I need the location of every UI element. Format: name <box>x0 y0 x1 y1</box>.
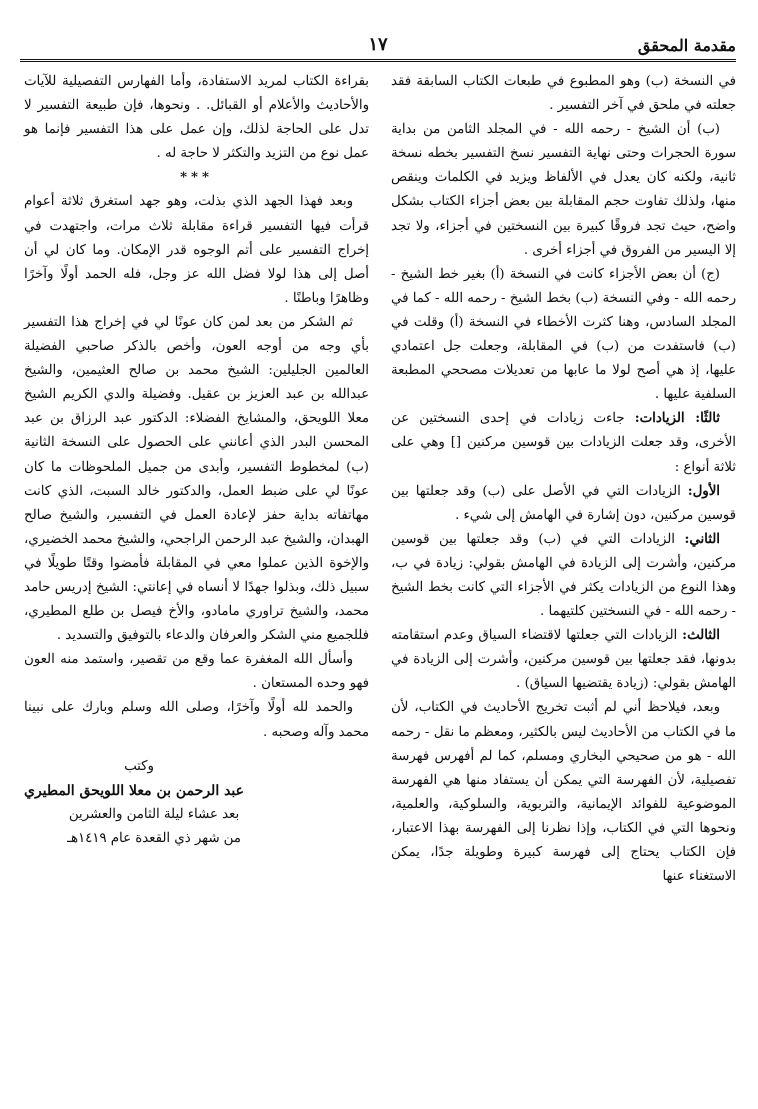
paragraph <box>391 528 736 624</box>
paragraph: والحمد لله أولًا وآخرًا، وصلى الله وسلم وبارك على نبينا محمد وآله وصحبه . <box>24 700 369 740</box>
paragraph: (ج) أن بعض الأجزاء كانت في النسخة (أ) بغير خط الشيخ - رحمه الله - وفي النسخة (ب) بخط الشيخ - رحمه الله - كما في المجلد السادس، وهنا كثرت الأخطاء في النسخة (أ) وقلت في (ب) فاستفدت من (ب) في المقابلة، وجعلت جل اعتمادي عليها، إذ هي أصح لولا ما عابها من تعديلات مصححي المطبعة السلفية عليها . <box>391 266 736 403</box>
paragraph: (ب) أن الشيخ - رحمه الله - في المجلد الثامن من بداية سورة الحجرات وحتى نهاية التفسير نسخ التفسير بخطه نسخة ثانية، ولكنه كان يعدل في الألفاظ ويزيد في الكلمات وينقص منها، ولذلك تفاوت حجم المقابلة بين بعض أجزاء الكتاب بشكل واضح، حيث تجد فروقًا كبيرة بين النسختين في أجزاء، ولا تجد إلا اليسير من الفروق في أجزاء أخرى . <box>391 122 736 258</box>
right-column <box>391 70 736 889</box>
paragraph-text: جاءت زيادات في إحدى النسختين عن الأخرى، وقد جعلت الزيادات بين قوسين مركنين [] وهي على ثلاثة أنواع : <box>391 411 736 475</box>
section-label: ثالثًا: الزيادات: <box>634 411 720 427</box>
paragraph: بقراءة الكتاب لمريد الاستفادة، وأما الفهارس التفصيلية للآيات والأحاديث والأعلام أو القبائل. . ونحوها، فإن طبيعة التفسير لا تدل على الحاجة لذلك، وإن عمل على هذا التفسير فإنما هو عمل نوع من التزيد والتكثر لا حاجة له . <box>24 74 369 162</box>
section-divider: *** <box>180 170 213 186</box>
paragraph <box>391 407 736 479</box>
signature-intro: وكتب <box>124 758 154 774</box>
paragraph: وأسأل الله المغفرة عما وقع من تقصير، واستمد منه العون فهو وحده المستعان . <box>24 652 369 692</box>
page-header <box>20 34 736 60</box>
paragraph: في النسخة (ب) وهو المطبوع في طبعات الكتاب السابقة فقد جعلته في ملحق في آخر التفسير . <box>391 74 736 114</box>
left-column <box>24 70 369 851</box>
paragraph <box>391 624 736 696</box>
paragraph-text: الزيادات التي جعلتها لاقتضاء السياق وعدم استقامته بدونها، فقد جعلتها بين قوسين مركنين، وأشرت إلى الزيادة في الهامش بقولي: (زيادة يقتضيها السياق) . <box>391 628 736 692</box>
author-name: عبد الرحمن بن معلا اللويحق المطيري <box>24 782 245 799</box>
signature-date-line: من شهر ذي القعدة عام ١٤١٩هـ <box>67 830 241 846</box>
signature-block <box>24 755 369 851</box>
paragraph: وبعد، فيلاحظ أني لم أثبت تخريج الأحاديث في الكتاب، لأن ما في الكتاب من الأحاديث ليس بالكثير، ومعظم ما نقل - رحمه الله - هو من صحيحي البخاري ومسلم، كما لم أفهرس فهرسة تفصيلية، لأن الفهرسة التي يمكن أن يستفاد منها هي الفهرسة الموضوعية للفوائد الإيمانية، والتربوية، والسلوكية، والعلمية، ونحوها التي في الكتاب، وإذا نظرنا إلى الفهرسة بهذا الاعتبار، فإن الكتاب يحتاج إلى فهرسة كبيرة وطويلة جدًا، يمكن الاستغناء عنها <box>391 700 736 885</box>
item-label: الثالث: <box>682 628 720 644</box>
paragraph: ثم الشكر من بعد لمن كان عونًا لي في إخراج هذا التفسير بأي وجه من أوجه العون، وأخص بالذكر صاحبي الفضيلة العالمين الجليلين: الشيخ محمد بن صالح العثيمين، والشيخ عبدالله بن عبد العزيز بن عقيل. وفضيلة والدي الكريم الشيخ معلا اللويحق، والمشايخ الفضلاء: الدكتور عبد الرزاق بن عبد المحسن البدر الذي أعانني على الحصول على النسخة الثانية (ب) لمخطوط التفسير، وأبدى من جميل الملحوظات ما كان عونًا لي على ضبط العمل، والدكتور خالد السبت، الذي كانت مهاتفاته بداية حفز لإعادة العمل في التفسير، والشيخ صالح الهبدان، والشيخ عبد الرحمن الراجحي، والشيخ محمد الخضيري، والإخوة الذين عملوا معي في المقابلة فأمضوا وقتًا طويلًا في سبيل ذلك، وبذلوا جهدًا لا أنساه في إعانتي: الشيخ إدريس حامد محمد، والشيخ تراوري مامادو، والأخ فيصل بن طلع المطيري، فللجميع مني الشكر والعرفان والدعاء بالتوفيق والتسديد . <box>24 314 369 644</box>
paragraph: وبعد فهذا الجهد الذي بذلت، وهو جهد استغرق ثلاثة أعوام قرأت فيها التفسير قراءة مقابلة ثلاث مرات، واجتهدت في إخراج التفسير على أتم الوجوه قدر الإمكان. وما كان لي أن أصل إلى هذا لولا فضل الله عز وجل، فله الحمد أولًا وآخرًا وظاهرًا وباطنًا . <box>24 194 369 306</box>
page-number: ١٧ <box>368 34 388 55</box>
item-label: الأول: <box>687 483 720 499</box>
paragraph-text: الزيادات التي في الأصل على (ب) وقد جعلتها بين قوسين مركنين، دون إشارة في الهامش إلى شيء . <box>391 483 736 523</box>
item-label: الثاني: <box>684 531 720 547</box>
running-title: مقدمة المحقق <box>637 36 736 55</box>
paragraph <box>391 480 736 528</box>
signature-date-line: بعد عشاء ليلة الثامن والعشرين <box>68 806 240 822</box>
paragraph-text: الزيادات التي في (ب) وقد جعلتها بين قوسين مركنين، وأشرت إلى الزيادة في الهامش بقولي: زيادة في ب، وهذا النوع من الزيادات يكثر في الأجزاء التي كانت بخط الشيخ - رحمه الله - في النسختين كلتيهما . <box>391 531 736 620</box>
header-rule <box>20 59 736 62</box>
